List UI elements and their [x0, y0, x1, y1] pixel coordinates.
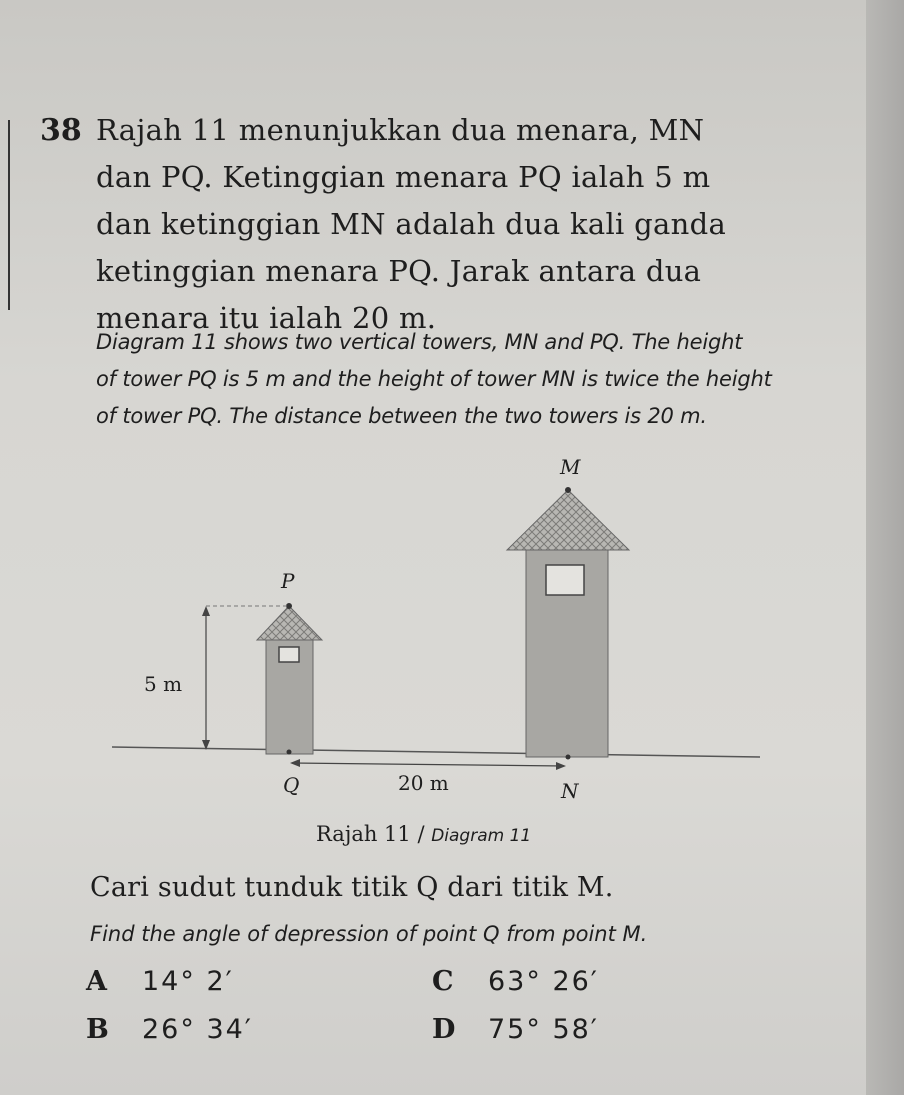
option-letter: D [432, 1014, 456, 1045]
label-p: P [281, 569, 295, 593]
option-c[interactable] [432, 966, 599, 997]
malay-line: ketinggian menara PQ. Jarak antara dua [96, 254, 702, 288]
option-value: 63° 26′ [488, 966, 599, 997]
option-value: 14° 2′ [142, 966, 234, 997]
label-m: M [560, 455, 581, 479]
ground-line [112, 747, 760, 757]
distance-dimension [290, 759, 566, 770]
option-b[interactable] [86, 1014, 253, 1045]
option-letter: C [432, 966, 454, 997]
prompt-malay: Cari sudut tunduk titik Q dari titik M. [90, 872, 614, 903]
diagram-caption [316, 822, 531, 846]
option-a[interactable] [86, 966, 234, 997]
prompt-english: Find the angle of depression of point Q from point M. [90, 922, 648, 946]
english-line: of tower PQ. The distance between the two towers is 20 m. [96, 404, 707, 428]
label-n: N [561, 779, 579, 803]
caption-english: Diagram 11 [431, 826, 532, 846]
option-letter: B [86, 1014, 109, 1045]
question-number: 38 [40, 113, 82, 148]
option-d[interactable] [432, 1014, 599, 1045]
malay-line: Rajah 11 menunjukkan dua menara, MN [96, 113, 705, 147]
label-q: Q [283, 773, 300, 797]
caption-malay: Rajah 11 / [316, 822, 432, 846]
malay-line: menara itu ialah 20 m. [96, 301, 437, 335]
option-value: 26° 34′ [142, 1014, 253, 1045]
english-line: Diagram 11 shows two vertical towers, MN and PQ. The height [96, 330, 743, 354]
label-height: 5 m [144, 672, 183, 696]
tower-mn [507, 487, 629, 760]
english-line: of tower PQ is 5 m and the height of tower MN is twice the height [96, 367, 772, 391]
option-letter: A [86, 966, 107, 997]
malay-line: dan ketinggian MN adalah dua kali ganda [96, 207, 727, 241]
label-distance: 20 m [398, 771, 449, 795]
tower-pq [257, 603, 322, 755]
malay-line: dan PQ. Ketinggian menara PQ ialah 5 m [96, 160, 711, 194]
option-value: 75° 58′ [488, 1014, 599, 1045]
